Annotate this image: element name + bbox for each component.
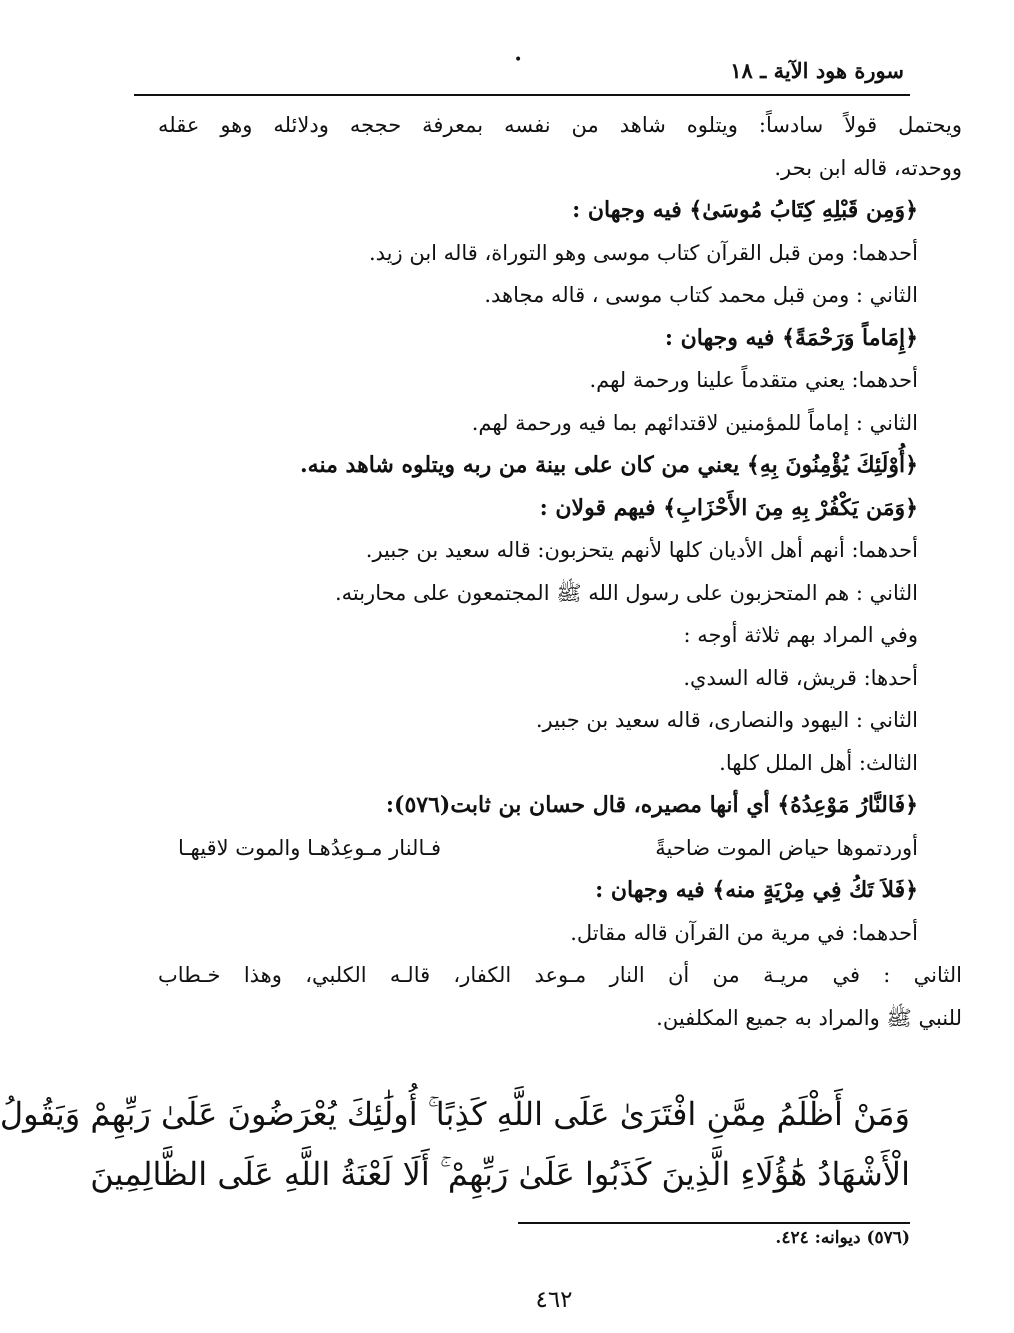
text-line: الثاني : إماماً للمؤمنين لاقتدائهم بما فيه ورحمة لهم. — [471, 410, 918, 435]
text-line: أحدهما: ومن قبل القرآن كتاب موسى وهو التوراة، قاله ابن زيد. — [368, 240, 918, 265]
footnote: (٥٧٦) ديوانه: ٤٢٤. — [775, 1228, 910, 1248]
verse-second-hemistich: فـالنار مـوعِدُهـا والموت لاقيهـا — [178, 835, 442, 860]
text-line: ويحتمل قولاً سادساً: ويتلوه شاهد من نفسه بمعرفة حججه ودلائله وهو عقله — [158, 113, 962, 137]
quran-quote-line: ﴿وَمَن يَكْفُرْ بِهِ مِنَ الأَحْزَابِ﴾ فيهم قولان : — [539, 494, 918, 521]
text-line: للنبي ﷺ والمراد به جميع المكلفين. — [656, 1005, 962, 1030]
header-mark: • — [514, 52, 523, 68]
text-line: أحدهما: أنهم أهل الأديان كلها لأنهم يتحزبون: قاله سعيد بن جبير. — [365, 538, 918, 562]
body-text — [158, 104, 962, 1039]
text-line: الثاني : هم المتحزبون على رسول الله ﷺ المجتمعون على محاربته. — [334, 580, 918, 605]
quran-quote-line: ﴿أُوْلَئِكَ يُؤْمِنُونَ بِهِ﴾ يعني من كان على بينة من ربه ويتلوه شاهد منه. — [300, 452, 918, 478]
text-line: ووحدته، قاله ابن بحر. — [774, 155, 962, 180]
text-line: الثاني : اليهود والنصارى، قاله سعيد بن جبير. — [535, 708, 918, 732]
page-number: ٤٦٢ — [535, 1287, 573, 1313]
text-line: أحدهما: يعني متقدماً علينا ورحمة لهم. — [589, 368, 918, 392]
page-header — [134, 48, 910, 96]
footnote-rule — [518, 1222, 910, 1224]
quran-verse-line: الْأَشْهَادُ هَٰؤُلَاءِ الَّذِينَ كَذَبُوا عَلَىٰ رَبِّهِمْ ۚ أَلَا لَعْنَةُ اللَّهِ عَلَى الظَّالِمِينَ — [90, 1155, 910, 1193]
quran-verse-line: وَمَنْ أَظْلَمُ مِمَّنِ افْتَرَىٰ عَلَى اللَّهِ كَذِبًا ۚ أُولَٰئِكَ يُعْرَضُونَ عَلَىٰ رَبِّهِمْ وَيَقُولُ — [0, 1095, 910, 1133]
running-head: سورة هود الآية ـ ١٨ — [730, 58, 904, 83]
quran-quote-line: ﴿فَلاَ تَكُ فِي مِرْيَةٍ منه﴾ فيه وجهان : — [595, 877, 918, 903]
quran-quote-line: ﴿فَالنَّارُ مَوْعِدُهُ﴾ أي أنها مصيره، قال حسان بن ثابت(٥٧٦): — [385, 792, 918, 818]
text-line: وفي المراد بهم ثلاثة أوجه : — [683, 623, 918, 647]
poetry-verse — [158, 827, 918, 870]
quran-quote-line: ﴿إِمَاماً وَرَحْمَةً﴾ فيه وجهان : — [664, 324, 918, 351]
quran-quote-line: ﴿وَمِن قَبْلِهِ كِتَابُ مُوسَىٰ﴾ فيه وجهان : — [572, 197, 918, 223]
quran-verse-block — [0, 1084, 910, 1204]
verse-first-hemistich: أوردتموها حياض الموت ضاحيةً — [655, 835, 918, 860]
text-line: الثالث: أهل الملل كلها. — [719, 750, 918, 775]
text-line: الثاني : في مريـة من أن النار مـوعد الكفار، قالـه الكلبي، وهذا خـطاب — [158, 963, 962, 987]
text-line: الثاني : ومن قبل محمد كتاب موسى ، قاله مجاهد. — [484, 283, 918, 307]
text-line: أحدهما: في مرية من القرآن قاله مقاتل. — [570, 920, 918, 945]
text-line: أحدها: قريش، قاله السدي. — [683, 665, 918, 690]
